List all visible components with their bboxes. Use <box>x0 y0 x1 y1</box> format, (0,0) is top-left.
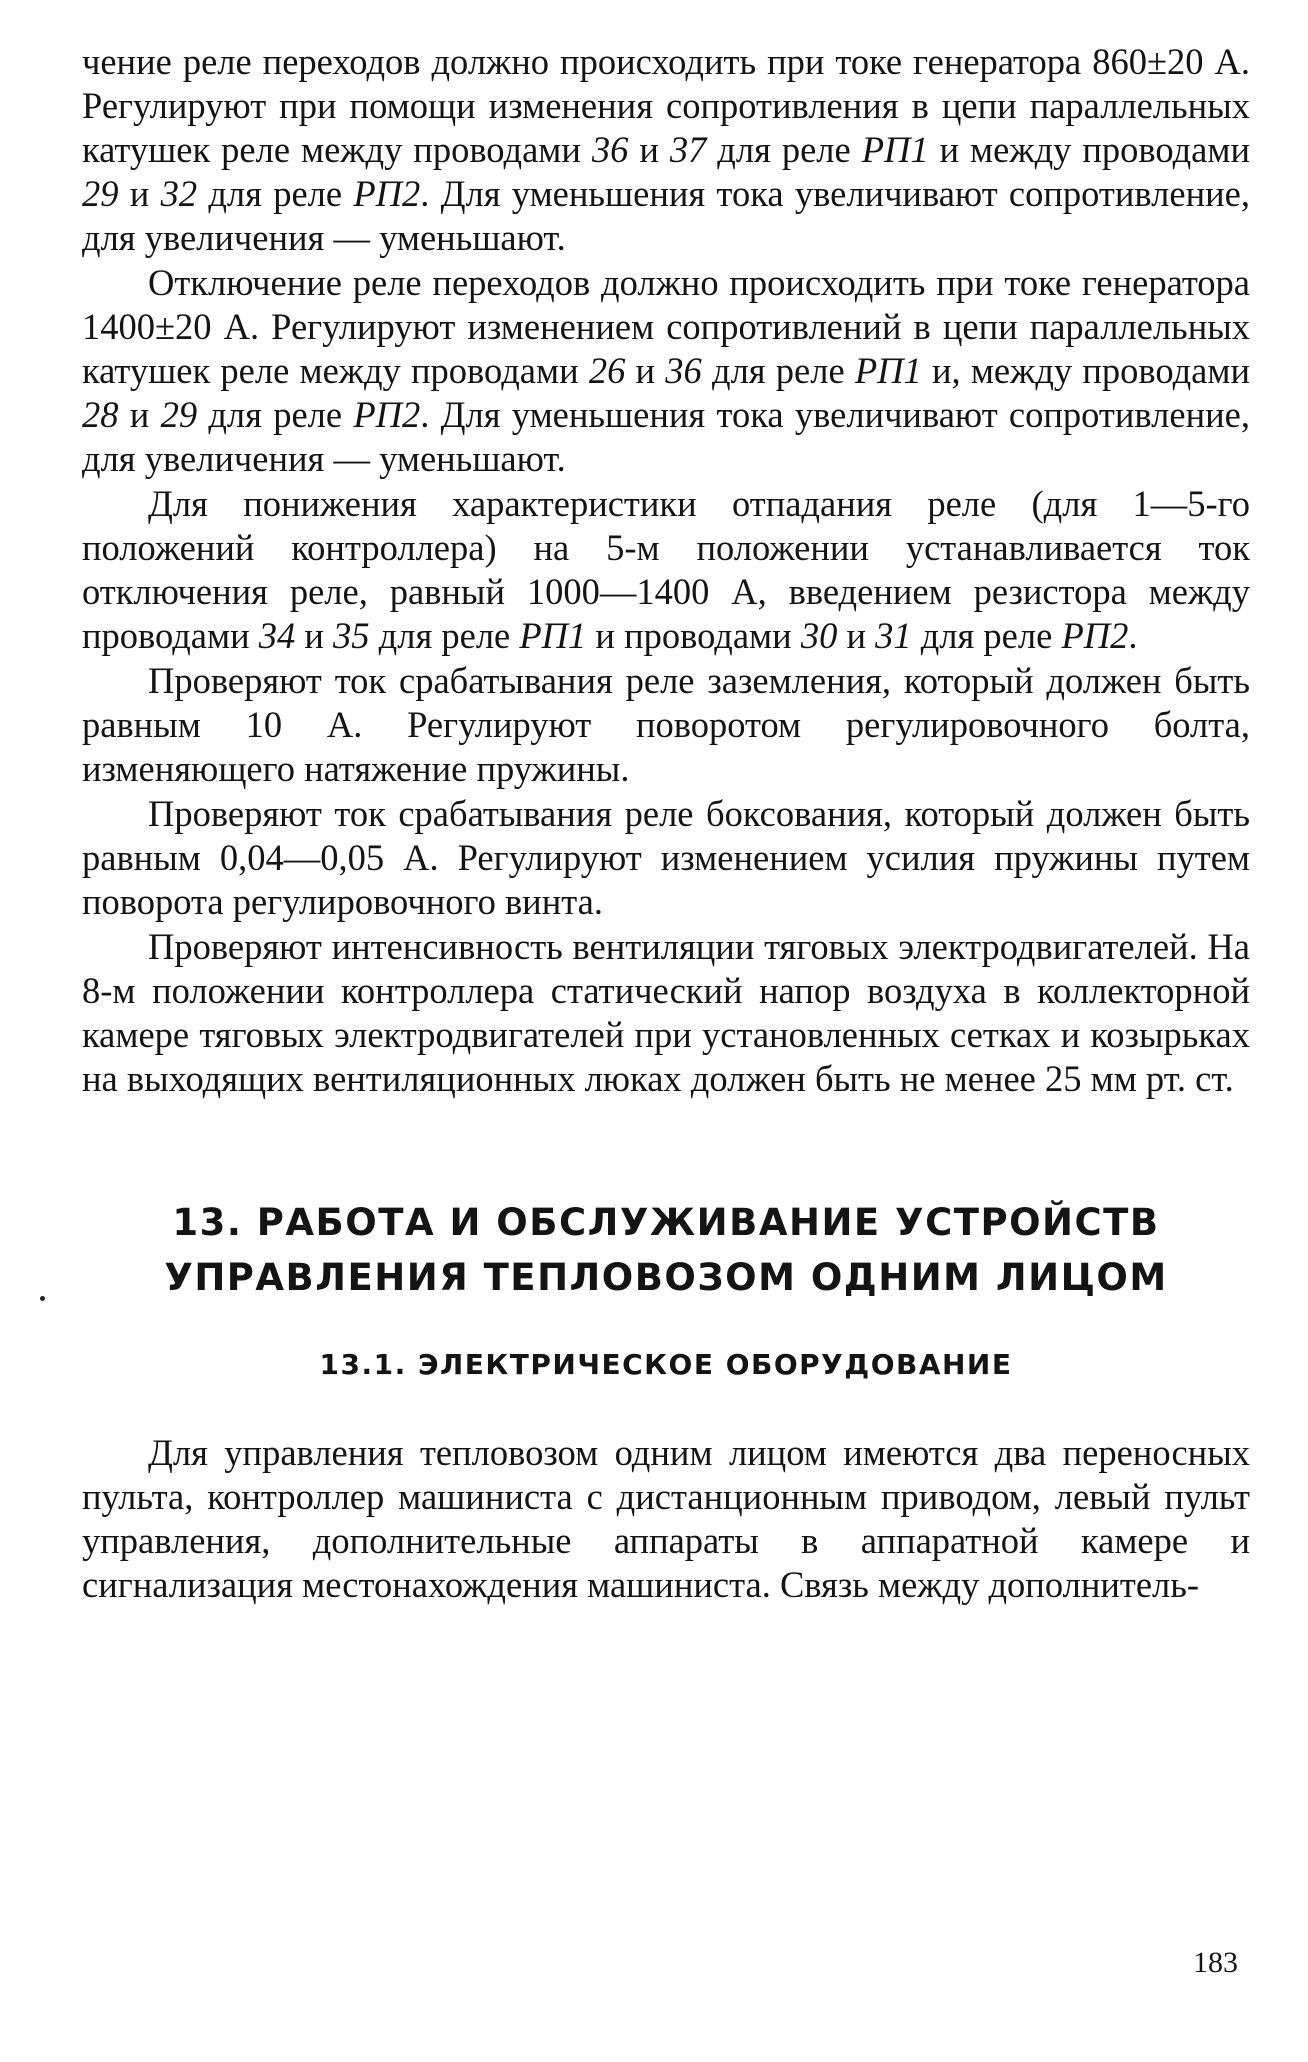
text-run: и <box>837 615 876 656</box>
page-number: 183 <box>1193 1946 1238 1979</box>
text-run: для реле <box>911 615 1062 656</box>
italic-run: 29 <box>160 394 198 435</box>
italic-run: 37 <box>669 129 707 170</box>
italic-run: РП2 <box>353 173 421 214</box>
text-run: и <box>625 350 666 391</box>
italic-run: 32 <box>160 173 198 214</box>
italic-run: 34 <box>258 615 296 656</box>
italic-run: РП2 <box>353 394 421 435</box>
italic-run: РП2 <box>1061 615 1129 656</box>
text-run: для реле <box>197 394 354 435</box>
italic-run: 26 <box>588 350 626 391</box>
text-run: Для понижения характеристики отпадания реле (для 1—5-го положений контроллера) на 5-м положении устанавливается ток отключения реле, равный 1000—1400 А, введением резистора между проводами <box>82 483 1250 656</box>
text-run: . Для уменьшения тока увеличивают сопротивление, для увеличения — уменьшают. <box>82 394 1250 479</box>
subsection-heading: 13.1. ЭЛЕКТРИЧЕСКОЕ ОБОРУДОВАНИЕ <box>319 1348 1013 1381</box>
print-speck <box>40 1296 45 1301</box>
italic-run: РП1 <box>519 615 587 656</box>
text-run: для реле <box>369 615 520 656</box>
paragraph <box>82 659 1250 791</box>
text-run: и проводами <box>586 615 801 656</box>
text-run: и <box>628 129 670 170</box>
paragraph <box>82 261 1250 481</box>
text-run: и, между проводами <box>921 350 1250 391</box>
text-run: Проверяют ток срабатывания реле боксования, который должен быть равным 0,04—0,05 А. Регулируют изменением усилия пружины путем поворота регулировочного винта. <box>82 793 1250 922</box>
text-run: и между проводами <box>928 129 1250 170</box>
paragraph <box>82 925 1250 1101</box>
italic-run: 35 <box>333 615 370 656</box>
paragraph <box>82 792 1250 924</box>
section-heading <box>82 1195 1250 1305</box>
paragraph <box>82 482 1250 658</box>
text-run: для реле <box>706 129 862 170</box>
text-run: для реле <box>701 350 855 391</box>
section-heading-line-2: УПРАВЛЕНИЯ ТЕПЛОВОЗОМ ОДНИМ ЛИЦОМ <box>164 1256 1168 1299</box>
text-run: Проверяют ток срабатывания реле заземления, который должен быть равным 10 А. Регулируют поворотом регулировочного болта, изменяющего натяжение пружины. <box>82 660 1250 789</box>
text-run: для реле <box>197 173 354 214</box>
text-run: и <box>118 394 161 435</box>
text-run: чение реле переходов должно происходить при токе генератора 860±20 А. Регулируют при помощи изменения сопротивления в цепи параллельных катушек реле между проводами <box>82 41 1250 170</box>
text-run: Отключение реле переходов должно происходить при токе генератора 1400±20 А. Регулируют изменением сопротивлений в цепи параллельных катушек реле между проводами <box>82 262 1250 391</box>
text-run: . Для уменьшения тока увеличивают сопротивление, для увеличения — уменьшают. <box>82 173 1250 258</box>
italic-run: 36 <box>591 129 629 170</box>
italic-run: 30 <box>800 615 838 656</box>
text-run: Проверяют интенсивность вентиляции тяговых электродвигателей. На 8-м положении контроллера статический напор воздуха в коллекторной камере тяговых электродвигателей при установленных сетках и козырьках на выходящих вентиляционных люках должен быть не менее 25 мм рт. ст. <box>82 926 1250 1099</box>
italic-run: 31 <box>875 615 912 656</box>
italic-run: 29 <box>82 173 119 214</box>
final-paragraph: Для управления тепловозом одним лицом имеются два переносных пульта, контроллер машиниста с дистанционным приводом, левый пульт управления, дополнительные аппараты в аппаратной камере и сигнализация местонахождения машиниста. Связь между дополнитель- <box>82 1432 1250 1605</box>
text-run: и <box>118 173 161 214</box>
section-heading-line-1: 13. РАБОТА И ОБСЛУЖИВАНИЕ УСТРОЙСТВ <box>172 1201 1160 1244</box>
italic-run: 28 <box>82 394 119 435</box>
italic-run: 36 <box>665 350 702 391</box>
paragraphs-container <box>82 40 1250 1101</box>
paragraph <box>82 40 1250 260</box>
text-run: . <box>1128 615 1138 656</box>
page-body <box>82 40 1250 1607</box>
italic-run: РП1 <box>861 129 929 170</box>
text-run: и <box>295 615 334 656</box>
italic-run: РП1 <box>854 350 922 391</box>
